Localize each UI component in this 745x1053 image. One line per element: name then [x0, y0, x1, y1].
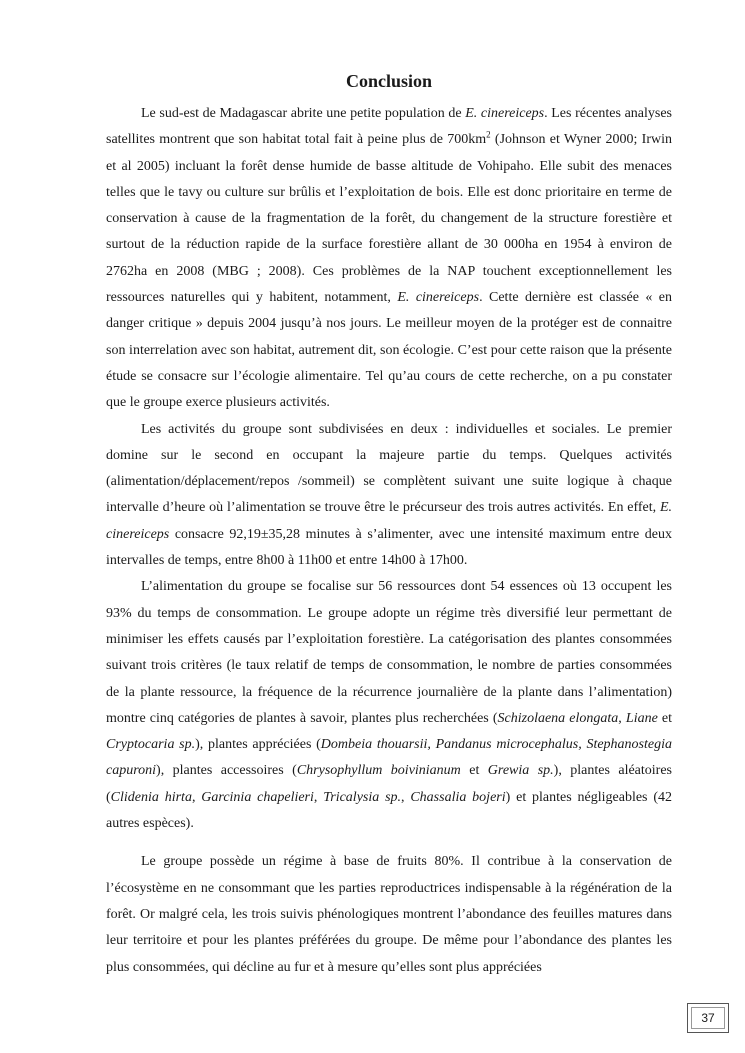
italic-term: E. cinereiceps	[106, 500, 672, 542]
text-run: ), plantes accessoires (	[156, 763, 297, 779]
paragraph-1	[106, 101, 672, 417]
text-run: ), plantes aléatoires (	[106, 763, 672, 805]
text-run: ), plantes appréciées (	[195, 737, 321, 753]
text-run: ) et plantes négligeables (42 autres espèces).	[106, 789, 672, 832]
paragraph-4	[106, 849, 672, 980]
text-run: et	[657, 710, 673, 726]
italic-term: Chassalia bojeri	[410, 789, 506, 805]
document-page	[106, 68, 672, 981]
text-run: ,	[313, 789, 324, 805]
italic-term: Tricalysia sp.	[323, 789, 402, 805]
text-run: ,	[191, 789, 202, 805]
italic-term: Dombeia thouarsii, Pandanus microcephalus, Stephanostegia capuroni	[106, 737, 672, 779]
text-run: ,	[618, 710, 626, 726]
italic-term: Clidenia hirta	[110, 789, 192, 805]
italic-term: E. cinereiceps	[397, 290, 480, 306]
italic-term: Grewia sp.	[487, 763, 554, 779]
section-title: Conclusion	[345, 71, 433, 91]
italic-term: E. cinereiceps	[465, 106, 545, 121]
text-run: L’alimentation du groupe se focalise sur 56 ressources dont 54 essences où 13 occupent les 93% du temps de consommation. Le groupe adopte un régime très diversifié leur permettant de minimiser les effets causés par l’exploitation forestière. La catégorisation des plantes consommées suivant trois critères (le taux relatif de temps de consommation, le nombre de parties consommées de la plante ressource, la fréquence de la récurrence journalière de la plante dans l’alimentation) montre cinq catégories de plantes à savoir, plantes plus recherchées (	[106, 579, 672, 726]
italic-term: Liane	[625, 710, 658, 726]
italic-term: Schizolaena elongata	[497, 710, 619, 726]
page-number: 37	[687, 1003, 729, 1033]
text-run: Le groupe possède un régime à base de fruits 80%. Il contribue à la conservation de l’écosystème en ne consommant que les parties reproductrices indispensable à la régénération de la forêt. Or malgré cela, les trois suivis phénologiques montrent l’abondance des feuilles matures dans leur territoire et pour les plantes préférées du groupe. De même pour l’abondance des plantes les plus consommées, qui décline au fur et à mesure qu’elles sont plus appréciées	[106, 854, 672, 975]
text-run: ,	[401, 789, 411, 805]
body-text	[106, 101, 672, 981]
text-run: . Cette dernière est classée « en danger critique » depuis 2004 jusqu’à nos jours. Le meilleur moyen de la protéger est de connaitre son interrelation avec son habitat, autrement dit, son écologie. C’est pour cette raison que la présente étude se consacre sur l’écologie alimentaire. Tel qu’au cours de cette recherche, on a pu constater que le groupe exerce plusieurs activités.	[106, 290, 672, 411]
italic-term: Cryptocaria sp.	[106, 737, 196, 753]
italic-term: Chrysophyllum boivinianum	[296, 763, 461, 779]
text-run: . Les récentes analyses satellites montrent que son habitat total fait à peine plus de 700km	[106, 106, 673, 148]
text-run: Le sud-est de Madagascar abrite une petite population de	[141, 106, 466, 121]
paragraph-3	[106, 574, 672, 837]
text-run: et	[460, 763, 488, 779]
paragraph-2	[106, 417, 672, 575]
text-run: (Johnson et Wyner 2000; Irwin et al 2005) incluant la forêt dense humide de basse altitude de Vohipaho. Elle subit des menaces telles que le tavy ou culture sur brûlis et l’exploitation de bois. Elle est donc prioritaire en terme de conservation à cause de la fragmentation de la forêt, du changement de la structure forestière et surtout de la réduction rapide de la surface forestière allant de 30 000ha en 1954 à environ de 2762ha en 2008 (MBG ; 2008). Ces problèmes de la NAP touchent exceptionnellement les ressources naturelles qui y habitent, notamment,	[106, 132, 672, 306]
text-run: consacre 92,19±35,28 minutes à s’alimenter, avec une intensité maximum entre deux intervalles de temps, entre 8h00 à 11h00 et entre 14h00 à 17h00.	[106, 526, 672, 569]
text-run: Les activités du groupe sont subdivisées en deux : individuelles et sociales. Le premier domine sur le second en occupant la majeure partie du temps. Quelques activités (alimentation/déplacement/repos /sommeil) se complètent suivant une suite logique à chaque intervalle d’heure où l’alimentation se trouve être le précurseur des trois autres activités. En effet,	[106, 421, 672, 516]
italic-term: Garcinia chapelieri	[201, 789, 314, 805]
superscript: 2	[486, 129, 491, 140]
